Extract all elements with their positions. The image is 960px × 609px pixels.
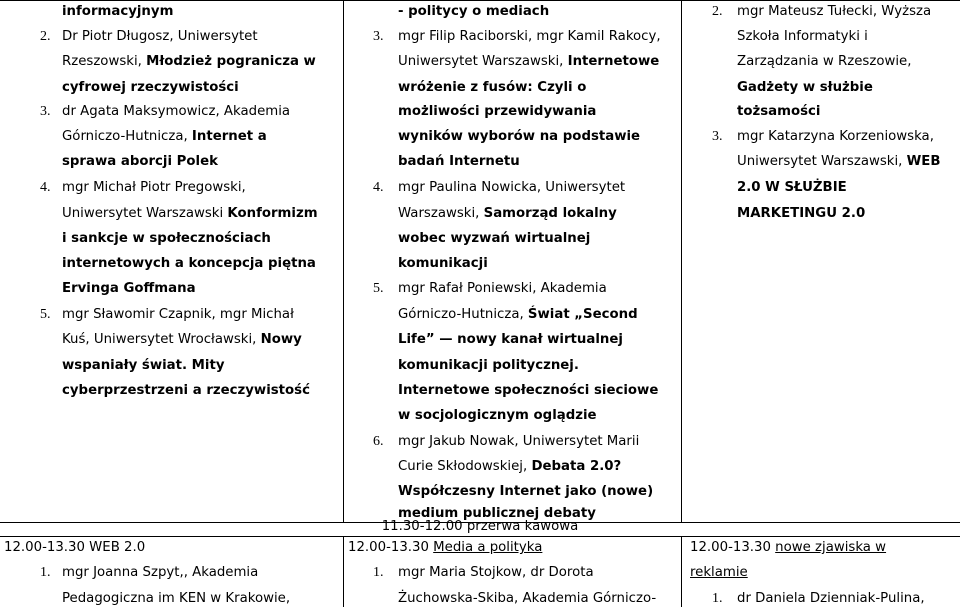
text-line: wobec wyzwań wirtualnej [398,231,591,246]
column-divider-1 [343,0,344,522]
text-line: mgr Sławomir Czapnik, mgr Michał [62,307,294,322]
list-number: 1. [373,565,384,580]
list-number: 4. [373,180,384,195]
text-line: Uniwersytet Warszawski Konformizm [62,206,318,221]
session-title-web20: 12.00-13.30 WEB 2.0 [4,540,146,555]
text-line: sprawa aborcji Polek [62,154,218,169]
list-number: 5. [373,281,384,296]
text-line: Szkoła Informatyki i [737,29,868,44]
text-line: Współczesny Internet jako (nowe) [398,484,654,499]
list-number: 3. [373,29,384,44]
list-number: 3. [40,104,51,119]
list-number: 2. [712,4,723,19]
text-line: mgr Mateusz Tułecki, Wyższa [737,4,932,19]
text-line: informacyjnym [62,4,174,19]
text-line: wspaniały świat. Mity [62,358,225,373]
text-line: 2.0 W SŁUŻBIE [737,180,847,195]
text-line: mgr Jakub Nowak, Uniwersytet Marii [398,434,640,449]
text-line: mgr Paulina Nowicka, Uniwersytet [398,180,626,195]
text-line: mgr Filip Raciborski, mgr Kamil Rakocy, [398,29,661,44]
column-divider-2 [681,0,682,522]
list-number: 1. [40,565,51,580]
text-line: Dr Piotr Długosz, Uniwersytet [62,29,258,44]
text-line: Górniczo-Hutnicza, Świat „Second [398,307,638,322]
text-line: - politycy o mediach [398,4,550,19]
session-title-advertising: 12.00-13.30 nowe zjawiska w [690,540,887,555]
coffee-break-row: 11.30-12.00 przerwa kawowa [381,519,579,534]
list-number: 2. [40,29,51,44]
text-line: Rzeszowski, Młodzież pogranicza w [62,54,316,69]
text-line: dr Agata Maksymowicz, Akademia [62,104,291,119]
text-line: MARKETINGU 2.0 [737,206,866,221]
text-line: Żuchowska-Skiba, Akademia Górniczo- [398,591,657,606]
text-line: dr Daniela Dzienniak-Pulina, [737,591,925,606]
text-line: Life” — nowy kanał wirtualnej [398,332,623,347]
session-title-media: 12.00-13.30 Media a polityka [348,540,543,555]
text-line: Zarządzania w Rzeszowie, [737,54,912,69]
text-line: i sankcje w społecznościach [62,231,271,246]
text-line: mgr Joanna Szpyt,, Akademia [62,565,259,580]
list-number: 3. [712,129,723,144]
text-line: internetowych a koncepcja piętna [62,256,316,271]
text-line: Ervinga Goffmana [62,281,196,296]
text-line: tożsamości [737,104,821,119]
text-line: mgr Rafał Poniewski, Akademia [398,281,607,296]
text-line: Gadżety w służbie [737,80,873,95]
text-line: Pedagogiczna im KEN w Krakowie, [62,591,291,606]
text-line: komunikacji [398,256,488,271]
text-line: wróżenie z fusów: Czyli o [398,80,587,95]
text-line: w socjologicznym oglądzie [398,408,597,423]
text-line: Warszawski, Samorząd lokalny [398,206,617,221]
text-line: komunikacji politycznej. [398,358,579,373]
list-number: 1. [712,591,723,606]
text-line: cyfrowej rzeczywistości [62,80,239,95]
column-divider-2-lower [681,536,682,607]
text-line: badań Internetu [398,154,520,169]
text-line: Uniwersytet Warszawski, WEB [737,154,941,169]
list-number: 5. [40,307,51,322]
list-number: 6. [373,434,384,449]
text-line: Curie Skłodowskiej, Debata 2.0? [398,459,622,474]
session-title-advertising-cont: reklamie [690,565,748,580]
text-line: Górniczo-Hutnicza, Internet a [62,129,267,144]
text-line: Uniwersytet Warszawski, Internetowe [398,54,660,69]
text-line: cyberprzestrzeni a rzeczywistość [62,383,310,398]
text-line: mgr Maria Stojkow, dr Dorota [398,565,594,580]
text-line: Internetowe społeczności sieciowe [398,383,659,398]
text-line: Kuś, Uniwersytet Wrocławski, Nowy [62,332,302,347]
text-line: możliwości przewidywania [398,104,597,119]
list-number: 4. [40,180,51,195]
text-line: wyników wyborów na podstawie [398,129,641,144]
text-line: medium publicznej debaty [398,506,596,521]
column-divider-1-lower [343,536,344,607]
table-border-top [0,0,960,1]
text-line: mgr Michał Piotr Pregowski, [62,180,246,195]
text-line: mgr Katarzyna Korzeniowska, [737,129,934,144]
